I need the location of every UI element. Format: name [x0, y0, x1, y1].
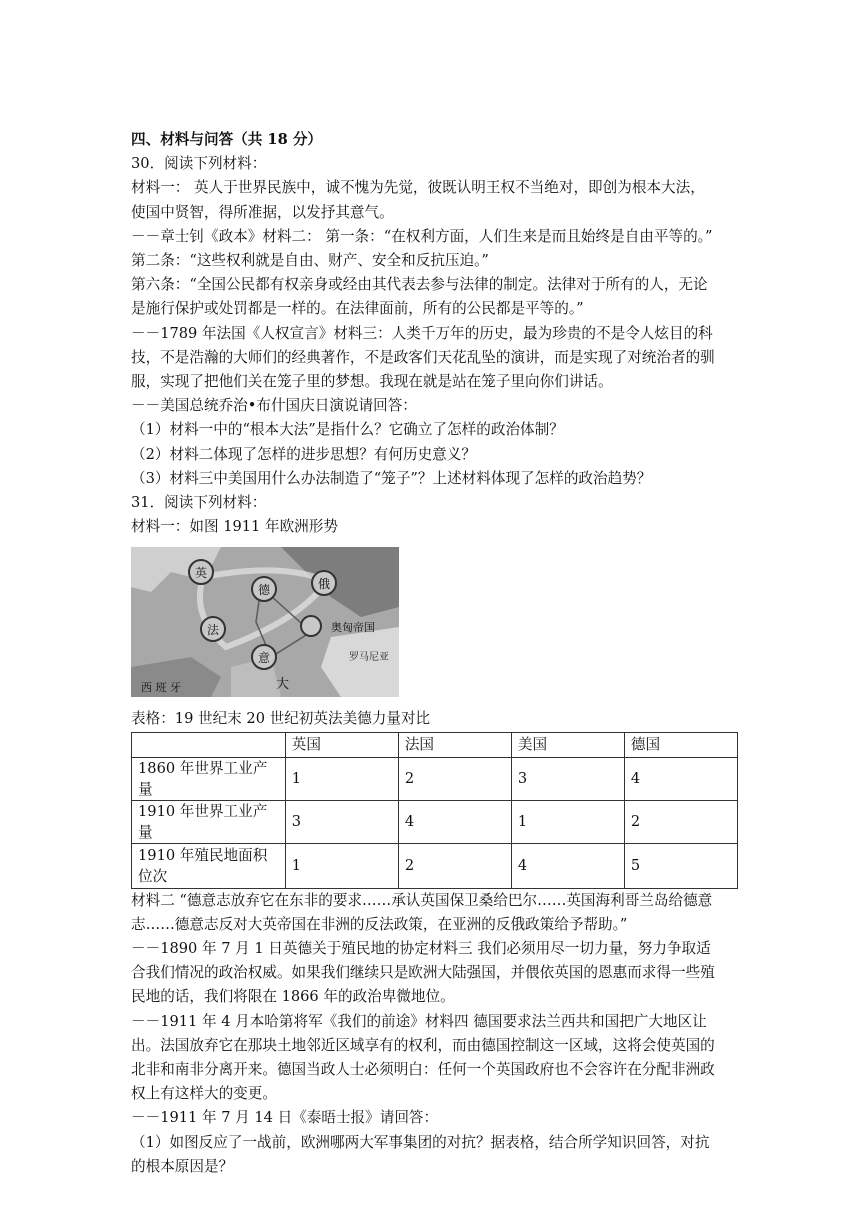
- q31-question-1: （1）如图反应了一战前，欧洲哪两大军事集团的对抗？据表格，结合所学知识回答，对抗: [131, 1133, 710, 1151]
- table-header-cell: 英国: [285, 732, 398, 757]
- table-header-cell: [132, 732, 286, 757]
- q30-question-1: （1）材料一中的“根本大法”是指什么？它确立了怎样的政治体制？: [131, 421, 564, 439]
- q30-line: 服，实现了把他们关在笼子里的梦想。我现在就是站在笼子里向你们讲话。: [131, 373, 613, 391]
- q31-line: －－1911 年 4 月本哈第将军《我们的前途》材料四 德国要求法兰西共和国把广大地区让: [131, 1012, 707, 1030]
- map-label-spain: 西 班 牙: [141, 681, 181, 695]
- q31-intro: 31．阅读下列材料：: [131, 494, 267, 512]
- table-header-cell: 法国: [398, 732, 511, 757]
- table-cell: 1: [285, 757, 398, 800]
- map-label-uk: 英: [194, 566, 208, 581]
- map-label-big: 大: [276, 677, 290, 693]
- q30-line: 技，不是浩瀚的大师们的经典著作，不是政客们天花乱坠的演讲，而是实现了对统治者的驯: [131, 348, 715, 366]
- q31-question-1-cont: 的根本原因是？: [131, 1157, 234, 1175]
- table-row: [132, 757, 738, 800]
- q31-line: 材料二 “德意志放弃它在东非的要求……承认英国保卫桑给巴尔……英国海利哥兰岛给德意: [131, 891, 713, 909]
- q30-line: －－章士钊《政本》材料二： 第一条：“在权利方面，人们生来是而且始终是自由平等的。”: [131, 227, 713, 245]
- table-cell: 4: [398, 800, 511, 843]
- table-cell: 3: [511, 757, 624, 800]
- map-graphic: [131, 547, 399, 697]
- q31-line: 出。法国放弃它在那块土地邻近区域享有的权利，而由德国控制这一区域，这将会使英国的: [131, 1036, 715, 1054]
- q30-line: 材料一： 英人于世界民族中，诚不愧为先觉，彼既认明王权不当绝对，即创为根本大法，: [131, 179, 705, 197]
- map-label-austria-hungary: 奥匈帝国: [331, 621, 375, 635]
- q30-line: 第二条：“这些权利就是自由、财产、安全和反抗压迫。”: [131, 252, 489, 270]
- table-header-row: [132, 732, 738, 757]
- q31-line: 北非和南非分离开来。德国当政人士必须明白：任何一个英国政府也不会容许在分配非洲政: [131, 1061, 715, 1079]
- austria-hungary-circle: [301, 616, 321, 636]
- q31-material1: 材料一：如图 1911 年欧洲形势: [131, 518, 338, 536]
- table-cell: 2: [624, 800, 737, 843]
- q30-intro: 30．阅读下列材料：: [131, 155, 267, 173]
- section-title: 四、材料与问答（共 18 分）: [131, 131, 323, 148]
- table-cell: 5: [624, 843, 737, 888]
- table-cell: 2: [398, 757, 511, 800]
- document-page: [131, 128, 731, 1179]
- map-label-russia: 俄: [317, 577, 331, 592]
- table-cell: 1910 年世界工业产量: [132, 800, 286, 843]
- table-header-cell: 美国: [511, 732, 624, 757]
- q30-line: 是施行保护或处罚都是一样的。在法律面前，所有的公民都是平等的。”: [131, 300, 584, 318]
- q31-line: 合我们情况的政治权威。如果我们继续只是欧洲大陆强国，并偎依英国的恩惠而求得一些殖: [131, 964, 715, 982]
- q30-line: 第六条：“全国公民都有权亲身或经由其代表去参与法律的制定。法律对于所有的人，无论: [131, 276, 708, 294]
- q31-line: 志……德意志反对大英帝国在非洲的反法政策，在亚洲的反俄政策给予帮助。”: [131, 915, 628, 933]
- table-cell: 3: [285, 800, 398, 843]
- table-cell: 2: [398, 843, 511, 888]
- map-label-germany: 德: [257, 583, 271, 598]
- map-label-italy: 意: [257, 651, 271, 666]
- table-cell: 1860 年世界工业产量: [132, 757, 286, 800]
- q30-line: －－1789 年法国《人权宣言》材料三：人类千万年的历史，最为珍贵的不是令人炫目的科: [131, 324, 713, 342]
- q30-question-2: （2）材料二体现了怎样的进步思想？有何历史意义？: [131, 445, 476, 463]
- q30-line: －－美国总统乔治•布什国庆日演说请回答：: [131, 397, 417, 415]
- table-cell: 4: [624, 757, 737, 800]
- europe-1911-map: [131, 547, 399, 697]
- map-label-romania: 罗马尼亚: [349, 652, 389, 664]
- q30-line: 使国中贤智，得所准据，以发抒其意气。: [131, 203, 394, 221]
- q31-line: 民地的话，我们将限在 1866 年的政治卑微地位。: [131, 988, 455, 1006]
- table-cell: 4: [511, 843, 624, 888]
- q31-line: －－1890 年 7 月 1 日英德关于殖民地的协定材料三 我们必须用尽一切力量，努力争取适: [131, 940, 711, 958]
- q31-line: 权上有这样大的变更。: [131, 1085, 277, 1103]
- table-row: [132, 800, 738, 843]
- table-cell: 1910 年殖民地面积位次: [132, 843, 286, 888]
- q31-line: －－1911 年 7 月 14 日《泰晤士报》请回答：: [131, 1109, 439, 1127]
- map-label-france: 法: [206, 623, 220, 638]
- table-caption: 表格：19 世纪末 20 世纪初英法美德力量对比: [131, 710, 431, 728]
- table-header-cell: 德国: [624, 732, 737, 757]
- q30-question-3: （3）材料三中美国用什么办法制造了“笼子”？上述材料体现了怎样的政治趋势？: [131, 469, 652, 487]
- table-row: [132, 843, 738, 888]
- table-cell: 1: [285, 843, 398, 888]
- table-cell: 1: [511, 800, 624, 843]
- power-comparison-table: [131, 732, 738, 889]
